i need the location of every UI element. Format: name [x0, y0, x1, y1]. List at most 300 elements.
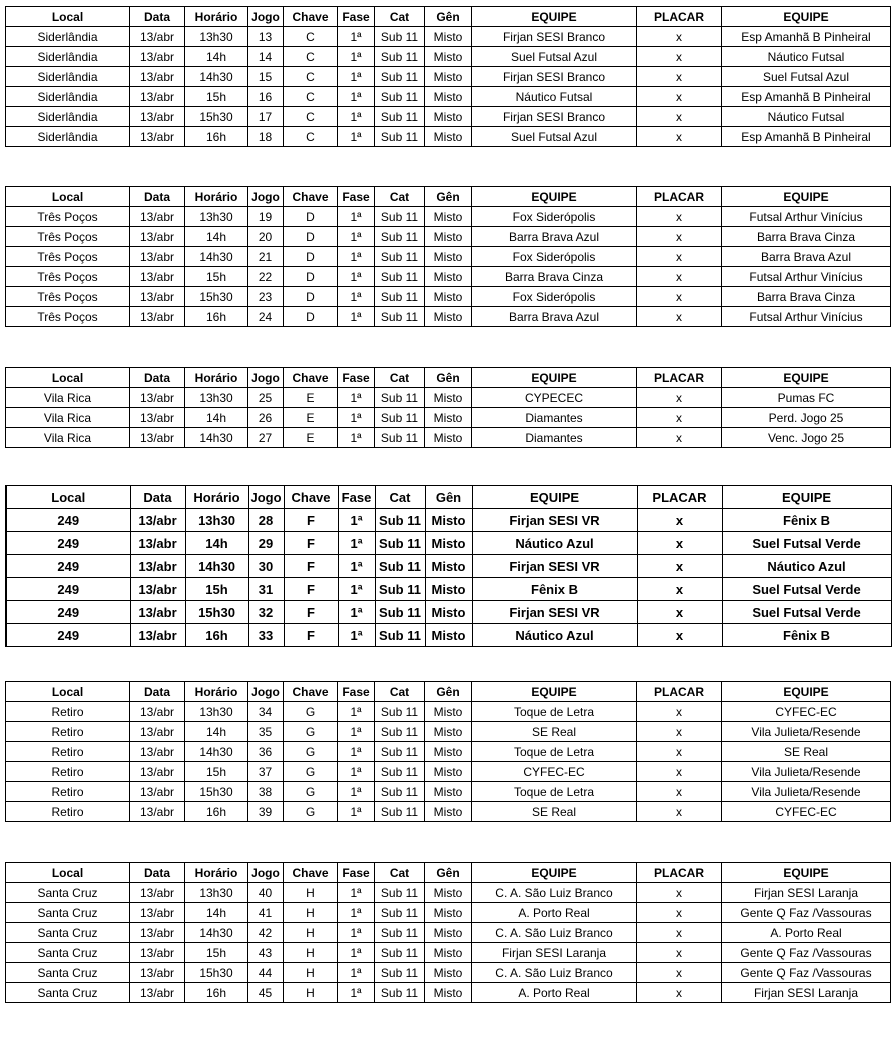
cell-equipe-b: Firjan SESI Laranja — [722, 983, 891, 1003]
cell-data: 13/abr — [130, 509, 185, 532]
cell-placar: x — [637, 27, 722, 47]
cell-cat: Sub 11 — [375, 87, 425, 107]
cell-placar: x — [637, 903, 722, 923]
header-row — [6, 368, 891, 388]
cell-local: Três Poços — [6, 287, 130, 307]
cell-data: 13/abr — [130, 578, 185, 601]
cell-jogo: 41 — [248, 903, 284, 923]
column-header-equipe-a: EQUIPE — [472, 368, 637, 388]
cell-genero: Misto — [425, 247, 472, 267]
cell-equipe-a: Diamantes — [472, 428, 637, 448]
column-header-genero: Gên — [425, 368, 472, 388]
column-header-data: Data — [130, 863, 185, 883]
cell-equipe-b: Barra Brava Azul — [722, 247, 891, 267]
cell-jogo: 15 — [248, 67, 284, 87]
cell-data: 13/abr — [130, 702, 185, 722]
cell-horario: 14h30 — [185, 923, 248, 943]
cell-fase: 1ª — [338, 87, 375, 107]
cell-jogo: 22 — [248, 267, 284, 287]
cell-equipe-a: C. A. São Luiz Branco — [472, 883, 637, 903]
cell-equipe-b: Barra Brava Cinza — [722, 227, 891, 247]
table-row — [6, 923, 891, 943]
cell-jogo: 14 — [248, 47, 284, 67]
column-header-data: Data — [130, 368, 185, 388]
cell-genero: Misto — [425, 307, 472, 327]
column-header-genero: Gên — [425, 7, 472, 27]
cell-local: Santa Cruz — [6, 983, 130, 1003]
table-row — [6, 742, 891, 762]
cell-chave: E — [284, 388, 338, 408]
column-header-equipe-a: EQUIPE — [472, 187, 637, 207]
cell-cat: Sub 11 — [375, 287, 425, 307]
cell-equipe-b: Gente Q Faz /Vassouras — [722, 963, 891, 983]
cell-horario: 15h — [185, 578, 248, 601]
column-header-fase: Fase — [338, 368, 375, 388]
cell-data: 13/abr — [130, 963, 185, 983]
cell-chave: C — [284, 87, 338, 107]
column-header-horario: Horário — [185, 486, 248, 509]
cell-jogo: 44 — [248, 963, 284, 983]
cell-horario: 14h30 — [185, 428, 248, 448]
cell-fase: 1ª — [338, 267, 375, 287]
column-header-fase: Fase — [338, 486, 375, 509]
column-header-genero: Gên — [425, 863, 472, 883]
column-header-placar: PLACAR — [637, 7, 722, 27]
cell-chave: D — [284, 227, 338, 247]
cell-jogo: 25 — [248, 388, 284, 408]
cell-local: Santa Cruz — [6, 963, 130, 983]
cell-cat: Sub 11 — [375, 227, 425, 247]
schedule-table — [5, 485, 892, 647]
cell-cat: Sub 11 — [375, 722, 425, 742]
cell-chave: D — [284, 287, 338, 307]
cell-placar: x — [637, 227, 722, 247]
cell-local: Três Poços — [6, 247, 130, 267]
cell-equipe-a: Firjan SESI Branco — [472, 27, 637, 47]
table-row — [6, 722, 891, 742]
cell-placar: x — [637, 883, 722, 903]
cell-genero: Misto — [425, 963, 472, 983]
cell-chave: H — [284, 943, 338, 963]
cell-chave: H — [284, 903, 338, 923]
cell-horario: 14h — [185, 47, 248, 67]
cell-equipe-a: Firjan SESI Branco — [472, 107, 637, 127]
header-row — [6, 7, 891, 27]
cell-horario: 15h — [185, 762, 248, 782]
cell-equipe-a: A. Porto Real — [472, 983, 637, 1003]
column-header-data: Data — [130, 7, 185, 27]
cell-equipe-b: Futsal Arthur Vinícius — [722, 267, 891, 287]
cell-jogo: 45 — [248, 983, 284, 1003]
cell-equipe-b: Pumas FC — [722, 388, 891, 408]
cell-data: 13/abr — [130, 983, 185, 1003]
cell-jogo: 36 — [248, 742, 284, 762]
cell-fase: 1ª — [338, 903, 375, 923]
cell-equipe-a: A. Porto Real — [472, 903, 637, 923]
column-header-equipe-b: EQUIPE — [722, 7, 891, 27]
cell-horario: 16h — [185, 802, 248, 822]
cell-data: 13/abr — [130, 762, 185, 782]
cell-fase: 1ª — [338, 47, 375, 67]
cell-local: Retiro — [6, 782, 130, 802]
column-header-local: Local — [6, 863, 130, 883]
cell-fase: 1ª — [338, 287, 375, 307]
table-row — [6, 802, 891, 822]
column-header-jogo: Jogo — [248, 368, 284, 388]
cell-genero: Misto — [425, 555, 472, 578]
cell-chave: F — [284, 578, 338, 601]
cell-local: Siderlândia — [6, 87, 130, 107]
cell-placar: x — [637, 624, 722, 647]
cell-data: 13/abr — [130, 107, 185, 127]
cell-cat: Sub 11 — [375, 903, 425, 923]
column-header-local: Local — [6, 682, 130, 702]
cell-fase: 1ª — [338, 247, 375, 267]
cell-placar: x — [637, 127, 722, 147]
cell-equipe-b: Vila Julieta/Resende — [722, 722, 891, 742]
cell-genero: Misto — [425, 943, 472, 963]
cell-horario: 16h — [185, 983, 248, 1003]
column-header-horario: Horário — [185, 368, 248, 388]
column-header-equipe-a: EQUIPE — [472, 863, 637, 883]
cell-chave: H — [284, 923, 338, 943]
cell-equipe-b: Esp Amanhã B Pinheiral — [722, 27, 891, 47]
cell-horario: 14h — [185, 408, 248, 428]
cell-data: 13/abr — [130, 267, 185, 287]
column-header-placar: PLACAR — [637, 682, 722, 702]
column-header-jogo: Jogo — [248, 7, 284, 27]
cell-fase: 1ª — [338, 107, 375, 127]
table-row — [6, 307, 891, 327]
cell-cat: Sub 11 — [375, 963, 425, 983]
column-header-genero: Gên — [425, 682, 472, 702]
table-row — [6, 27, 891, 47]
column-header-fase: Fase — [338, 863, 375, 883]
cell-genero: Misto — [425, 983, 472, 1003]
cell-cat: Sub 11 — [375, 388, 425, 408]
cell-placar: x — [637, 943, 722, 963]
column-header-data: Data — [130, 187, 185, 207]
cell-placar: x — [637, 722, 722, 742]
cell-placar: x — [637, 107, 722, 127]
cell-data: 13/abr — [130, 923, 185, 943]
cell-placar: x — [637, 963, 722, 983]
cell-local: Siderlândia — [6, 67, 130, 87]
cell-placar: x — [637, 247, 722, 267]
cell-equipe-b: Esp Amanhã B Pinheiral — [722, 127, 891, 147]
cell-genero: Misto — [425, 923, 472, 943]
cell-fase: 1ª — [338, 883, 375, 903]
column-header-equipe-a: EQUIPE — [472, 486, 637, 509]
cell-equipe-a: Firjan SESI VR — [472, 601, 637, 624]
column-header-cat: Cat — [375, 187, 425, 207]
cell-jogo: 33 — [248, 624, 284, 647]
cell-cat: Sub 11 — [375, 207, 425, 227]
schedule-table — [5, 186, 891, 327]
cell-fase: 1ª — [338, 802, 375, 822]
cell-equipe-b: Vila Julieta/Resende — [722, 782, 891, 802]
cell-data: 13/abr — [130, 287, 185, 307]
cell-placar: x — [637, 555, 722, 578]
cell-chave: F — [284, 532, 338, 555]
cell-fase: 1ª — [338, 963, 375, 983]
cell-data: 13/abr — [130, 532, 185, 555]
cell-horario: 16h — [185, 624, 248, 647]
table-row — [6, 578, 891, 601]
cell-cat: Sub 11 — [375, 624, 425, 647]
cell-cat: Sub 11 — [375, 107, 425, 127]
cell-genero: Misto — [425, 509, 472, 532]
cell-data: 13/abr — [130, 742, 185, 762]
cell-genero: Misto — [425, 287, 472, 307]
cell-genero: Misto — [425, 47, 472, 67]
cell-data: 13/abr — [130, 47, 185, 67]
cell-fase: 1ª — [338, 509, 375, 532]
cell-data: 13/abr — [130, 722, 185, 742]
cell-horario: 15h — [185, 87, 248, 107]
table-row — [6, 227, 891, 247]
cell-equipe-a: Firjan SESI Laranja — [472, 943, 637, 963]
table-row — [6, 87, 891, 107]
column-header-chave: Chave — [284, 7, 338, 27]
table-row — [6, 127, 891, 147]
cell-equipe-a: Fênix B — [472, 578, 637, 601]
cell-local: 249 — [6, 601, 130, 624]
cell-equipe-b: Esp Amanhã B Pinheiral — [722, 87, 891, 107]
cell-jogo: 37 — [248, 762, 284, 782]
table-row — [6, 782, 891, 802]
column-header-horario: Horário — [185, 863, 248, 883]
cell-data: 13/abr — [130, 903, 185, 923]
table-row — [6, 963, 891, 983]
cell-fase: 1ª — [338, 601, 375, 624]
cell-fase: 1ª — [338, 27, 375, 47]
column-header-genero: Gên — [425, 187, 472, 207]
cell-data: 13/abr — [130, 247, 185, 267]
column-header-cat: Cat — [375, 682, 425, 702]
cell-local: Três Poços — [6, 227, 130, 247]
cell-equipe-b: Futsal Arthur Vinícius — [722, 207, 891, 227]
cell-data: 13/abr — [130, 127, 185, 147]
cell-local: Três Poços — [6, 207, 130, 227]
column-header-horario: Horário — [185, 682, 248, 702]
cell-horario: 14h — [185, 722, 248, 742]
cell-data: 13/abr — [130, 27, 185, 47]
cell-equipe-a: Náutico Azul — [472, 532, 637, 555]
cell-chave: F — [284, 601, 338, 624]
cell-chave: G — [284, 762, 338, 782]
cell-local: Três Poços — [6, 307, 130, 327]
cell-placar: x — [637, 267, 722, 287]
column-header-equipe-b: EQUIPE — [722, 187, 891, 207]
cell-local: Vila Rica — [6, 408, 130, 428]
cell-equipe-a: C. A. São Luiz Branco — [472, 923, 637, 943]
cell-equipe-a: Barra Brava Azul — [472, 307, 637, 327]
cell-chave: C — [284, 127, 338, 147]
cell-placar: x — [637, 207, 722, 227]
table-row — [6, 47, 891, 67]
cell-local: Siderlândia — [6, 107, 130, 127]
cell-jogo: 38 — [248, 782, 284, 802]
cell-equipe-a: Firjan SESI Branco — [472, 67, 637, 87]
column-header-placar: PLACAR — [637, 368, 722, 388]
cell-chave: G — [284, 702, 338, 722]
cell-local: 249 — [6, 624, 130, 647]
cell-placar: x — [637, 782, 722, 802]
cell-local: Santa Cruz — [6, 883, 130, 903]
cell-chave: G — [284, 782, 338, 802]
cell-local: 249 — [6, 578, 130, 601]
cell-equipe-b: Suel Futsal Azul — [722, 67, 891, 87]
table-row — [6, 107, 891, 127]
table-row — [6, 532, 891, 555]
cell-equipe-a: Fox Siderópolis — [472, 287, 637, 307]
cell-horario: 14h30 — [185, 67, 248, 87]
cell-chave: F — [284, 624, 338, 647]
cell-cat: Sub 11 — [375, 762, 425, 782]
column-header-local: Local — [6, 486, 130, 509]
cell-horario: 15h30 — [185, 782, 248, 802]
cell-genero: Misto — [425, 624, 472, 647]
cell-placar: x — [637, 428, 722, 448]
cell-fase: 1ª — [338, 388, 375, 408]
cell-equipe-b: Gente Q Faz /Vassouras — [722, 943, 891, 963]
cell-fase: 1ª — [338, 943, 375, 963]
table-row — [6, 247, 891, 267]
cell-jogo: 16 — [248, 87, 284, 107]
cell-genero: Misto — [425, 742, 472, 762]
cell-jogo: 40 — [248, 883, 284, 903]
cell-local: Vila Rica — [6, 428, 130, 448]
cell-fase: 1ª — [338, 722, 375, 742]
cell-fase: 1ª — [338, 532, 375, 555]
cell-equipe-b: Fênix B — [722, 509, 891, 532]
cell-equipe-b: Náutico Futsal — [722, 47, 891, 67]
schedule-table — [5, 6, 891, 147]
cell-data: 13/abr — [130, 408, 185, 428]
cell-jogo: 29 — [248, 532, 284, 555]
cell-horario: 13h30 — [185, 27, 248, 47]
cell-jogo: 17 — [248, 107, 284, 127]
cell-genero: Misto — [425, 883, 472, 903]
cell-fase: 1ª — [338, 983, 375, 1003]
cell-placar: x — [637, 702, 722, 722]
cell-data: 13/abr — [130, 307, 185, 327]
cell-placar: x — [637, 742, 722, 762]
cell-chave: H — [284, 983, 338, 1003]
cell-placar: x — [637, 802, 722, 822]
cell-equipe-a: Suel Futsal Azul — [472, 47, 637, 67]
cell-genero: Misto — [425, 903, 472, 923]
cell-jogo: 35 — [248, 722, 284, 742]
cell-fase: 1ª — [338, 207, 375, 227]
cell-horario: 13h30 — [185, 509, 248, 532]
cell-equipe-b: SE Real — [722, 742, 891, 762]
cell-horario: 15h30 — [185, 107, 248, 127]
cell-local: 249 — [6, 532, 130, 555]
cell-genero: Misto — [425, 227, 472, 247]
cell-equipe-b: Vila Julieta/Resende — [722, 762, 891, 782]
cell-data: 13/abr — [130, 227, 185, 247]
column-header-cat: Cat — [375, 863, 425, 883]
cell-equipe-a: Fox Siderópolis — [472, 247, 637, 267]
cell-equipe-b: Suel Futsal Verde — [722, 578, 891, 601]
cell-equipe-b: Venc. Jogo 25 — [722, 428, 891, 448]
cell-cat: Sub 11 — [375, 782, 425, 802]
cell-jogo: 27 — [248, 428, 284, 448]
cell-chave: D — [284, 307, 338, 327]
cell-chave: C — [284, 107, 338, 127]
column-header-placar: PLACAR — [637, 187, 722, 207]
cell-fase: 1ª — [338, 578, 375, 601]
column-header-horario: Horário — [185, 187, 248, 207]
column-header-cat: Cat — [375, 486, 425, 509]
cell-data: 13/abr — [130, 207, 185, 227]
cell-fase: 1ª — [338, 127, 375, 147]
cell-chave: C — [284, 27, 338, 47]
cell-cat: Sub 11 — [375, 883, 425, 903]
cell-chave: F — [284, 509, 338, 532]
column-header-equipe-b: EQUIPE — [722, 863, 891, 883]
cell-horario: 15h — [185, 943, 248, 963]
cell-equipe-b: Náutico Futsal — [722, 107, 891, 127]
cell-equipe-a: C. A. São Luiz Branco — [472, 963, 637, 983]
cell-cat: Sub 11 — [375, 428, 425, 448]
table-row — [6, 287, 891, 307]
header-row — [6, 486, 891, 509]
cell-local: Retiro — [6, 742, 130, 762]
column-header-chave: Chave — [284, 863, 338, 883]
cell-horario: 14h30 — [185, 247, 248, 267]
table-row — [6, 943, 891, 963]
table-row — [6, 428, 891, 448]
column-header-jogo: Jogo — [248, 863, 284, 883]
cell-cat: Sub 11 — [375, 127, 425, 147]
table-row — [6, 67, 891, 87]
cell-equipe-a: Diamantes — [472, 408, 637, 428]
cell-cat: Sub 11 — [375, 983, 425, 1003]
column-header-equipe-b: EQUIPE — [722, 368, 891, 388]
column-header-genero: Gên — [425, 486, 472, 509]
cell-jogo: 21 — [248, 247, 284, 267]
cell-jogo: 39 — [248, 802, 284, 822]
cell-jogo: 23 — [248, 287, 284, 307]
cell-genero: Misto — [425, 67, 472, 87]
cell-local: 249 — [6, 555, 130, 578]
column-header-chave: Chave — [284, 368, 338, 388]
cell-cat: Sub 11 — [375, 702, 425, 722]
cell-genero: Misto — [425, 702, 472, 722]
column-header-local: Local — [6, 7, 130, 27]
cell-cat: Sub 11 — [375, 27, 425, 47]
cell-placar: x — [637, 287, 722, 307]
table-row — [6, 388, 891, 408]
cell-genero: Misto — [425, 87, 472, 107]
cell-genero: Misto — [425, 578, 472, 601]
cell-equipe-b: Fênix B — [722, 624, 891, 647]
header-row — [6, 187, 891, 207]
cell-fase: 1ª — [338, 742, 375, 762]
column-header-cat: Cat — [375, 7, 425, 27]
cell-data: 13/abr — [130, 943, 185, 963]
cell-chave: F — [284, 555, 338, 578]
cell-fase: 1ª — [338, 702, 375, 722]
column-header-equipe-a: EQUIPE — [472, 682, 637, 702]
cell-placar: x — [637, 307, 722, 327]
cell-jogo: 19 — [248, 207, 284, 227]
cell-chave: G — [284, 722, 338, 742]
cell-cat: Sub 11 — [375, 247, 425, 267]
